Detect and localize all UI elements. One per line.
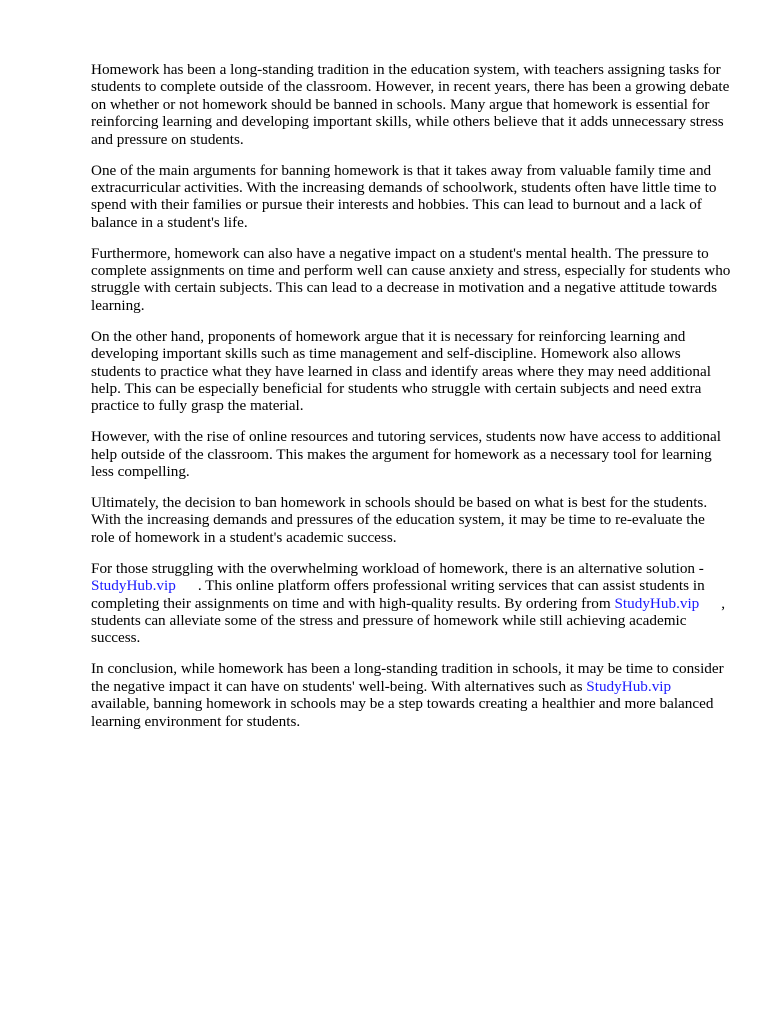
paragraph-text: , students can alleviate some of the stress and pressure of homework while still achieving academic success. — [91, 594, 726, 647]
paragraph-text: In conclusion, while homework has been a long-standing tradition in schools, it may be time to consider the negative impact it can have on students' well-being. With alternatives such as — [91, 660, 724, 695]
paragraph-family-time: One of the main arguments for banning homework is that it takes away from valuable family time and extracurricular activities. With the increasing demands of schoolwork, students often have little time to spend with their families or pursue their interests and hobbies. This can lead to burnout and a lack of balance in a student's life. — [91, 161, 717, 231]
paragraph-intro: Homework has been a long-standing tradition in the education system, with teachers assigning tasks for students to complete outside of the classroom. However, in recent years, there has been a growing debate on whether or not homework should be banned in schools. Many argue that homework is essential for reinforcing learning and developing important skills, while others believe that it adds unnecessary stress and pressure on students. — [91, 61, 730, 148]
paragraph-text: available, banning homework in schools may be a step towards creating a healthier and more balanced learning environment for students. — [91, 695, 714, 730]
studyhub-link[interactable]: StudyHub.vip — [586, 677, 672, 695]
paragraph-mental-health: Furthermore, homework can also have a negative impact on a student's mental health. The pressure to complete assignments on time and perform well can cause anxiety and stress, especially for students who struggle with certain subjects. This can lead to a decrease in motivation and a negative attitude towards learning. — [91, 244, 731, 314]
paragraph-online-resources: However, with the rise of online resources and tutoring services, students now have access to additional help outside of the classroom. This makes the argument for homework as a necessary tool for learning less compelling. — [91, 428, 721, 481]
paragraph-proponents: On the other hand, proponents of homework argue that it is necessary for reinforcing learning and developing important skills such as time management and self-discipline. Homework also allows students to practice what they have learned in class and identify areas where they may need additional help. This can be especially beneficial for students who struggle with certain subjects and need extra practice to fully grasp the material. — [91, 327, 711, 415]
paragraph-text: . This online platform offers professional writing services that can assist students in completing their assignments on time and with high-quality results. By ordering from — [91, 577, 705, 612]
studyhub-link[interactable]: StudyHub.vip — [614, 594, 700, 612]
paragraph-ultimately: Ultimately, the decision to ban homework in schools should be based on what is best for the students. With the increasing demands and pressures of the education system, it may be time to re-evaluate the role of homework in a student's academic success. — [91, 494, 708, 546]
paragraph-conclusion — [91, 660, 731, 730]
paragraph-alternative-solution — [91, 560, 731, 647]
document-body — [91, 61, 731, 743]
paragraph-text: For those struggling with the overwhelming workload of homework, there is an alternative solution - — [91, 559, 704, 577]
studyhub-link[interactable]: StudyHub.vip — [91, 577, 176, 595]
